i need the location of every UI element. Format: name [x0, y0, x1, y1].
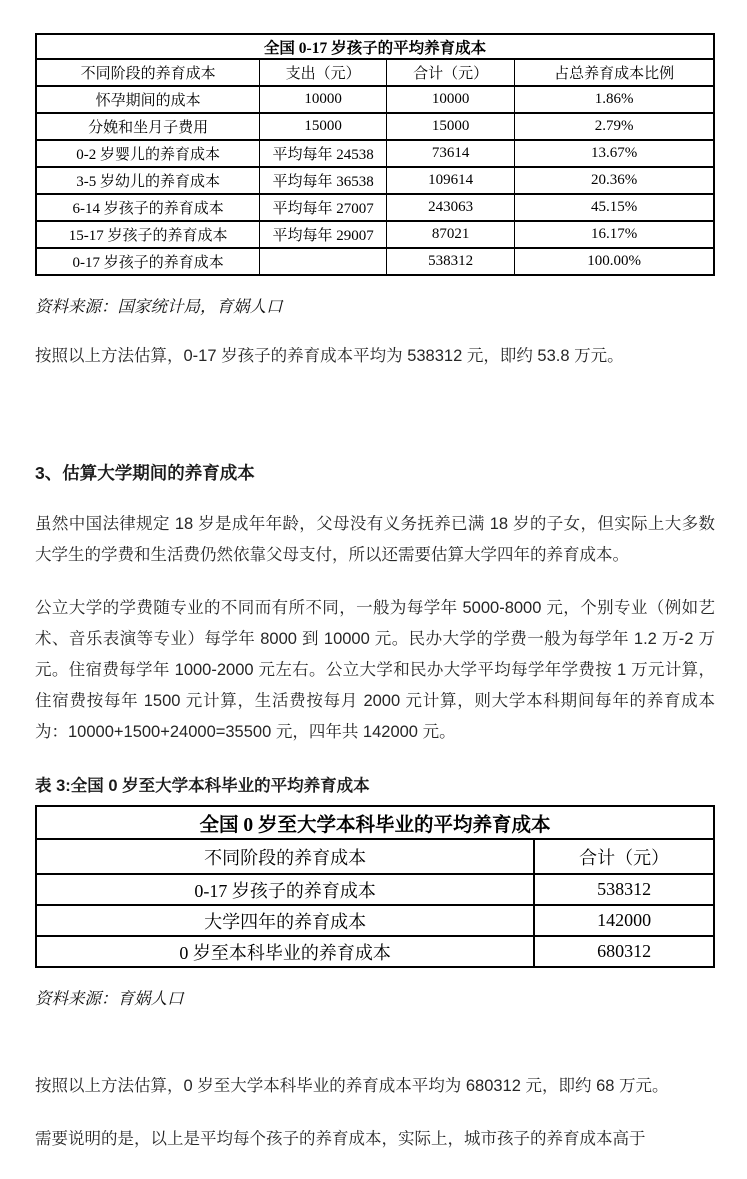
column-header: 占总养育成本比例	[515, 59, 714, 86]
cell-stage: 大学四年的养育成本	[36, 905, 534, 936]
cell-total: 142000	[534, 905, 714, 936]
table-title-row	[36, 34, 714, 59]
column-header: 不同阶段的养育成本	[36, 839, 534, 874]
cell-spend: 平均每年 24538	[260, 140, 387, 167]
cell-spend: 平均每年 36538	[260, 167, 387, 194]
paragraph-estimate-college: 按照以上方法估算，0 岁至大学本科毕业的养育成本平均为 680312 元，即约 68 万元。	[35, 1077, 669, 1095]
cell-total: 538312	[387, 248, 515, 275]
column-header: 合计（元）	[387, 59, 515, 86]
cell-total: 10000	[387, 86, 515, 113]
cell-total: 538312	[534, 874, 714, 905]
table-row	[36, 874, 714, 905]
cost-table-college	[35, 805, 715, 968]
table-row	[36, 194, 714, 221]
table-title-row	[36, 806, 714, 839]
table-row	[36, 167, 714, 194]
column-header: 支出（元）	[260, 59, 387, 86]
cell-total: 73614	[387, 140, 515, 167]
paragraph-note-city: 需要说明的是，以上是平均每个孩子的养育成本，实际上，城市孩子的养育成本高于	[35, 1130, 646, 1148]
cell-spend: 平均每年 29007	[260, 221, 387, 248]
table-row	[36, 140, 714, 167]
table-header-row	[36, 839, 714, 874]
cell-stage: 分娩和坐月子费用	[36, 113, 260, 140]
table-row	[36, 936, 714, 967]
cell-spend	[260, 248, 387, 275]
cell-share: 45.15%	[515, 194, 714, 221]
cell-stage: 怀孕期间的成本	[36, 86, 260, 113]
cell-stage: 15-17 岁孩子的养育成本	[36, 221, 260, 248]
cell-total: 15000	[387, 113, 515, 140]
table-header-row	[36, 59, 714, 86]
cell-share: 2.79%	[515, 113, 714, 140]
cell-share: 16.17%	[515, 221, 714, 248]
table2-source: 资料来源：育娲人口	[35, 989, 184, 1008]
table1-title: 全国 0-17 岁孩子的平均养育成本	[36, 34, 714, 59]
cell-share: 20.36%	[515, 167, 714, 194]
cell-total: 109614	[387, 167, 515, 194]
table2-title: 全国 0 岁至大学本科毕业的平均养育成本	[36, 806, 714, 839]
cell-share: 13.67%	[515, 140, 714, 167]
table-row	[36, 248, 714, 275]
table1-source: 资料来源：国家统计局，育娲人口	[35, 297, 283, 316]
cost-table-0-17	[35, 33, 715, 276]
cell-spend: 平均每年 27007	[260, 194, 387, 221]
cell-share: 1.86%	[515, 86, 714, 113]
section-heading: 3、估算大学期间的养育成本	[35, 463, 255, 483]
cell-stage: 6-14 岁孩子的养育成本	[36, 194, 260, 221]
paragraph-college-costs: 公立大学的学费随专业的不同而有所不同，一般为每学年 5000-8000 元，个别专业（例如艺术、音乐表演等专业）每学年 8000 到 10000 元。民办大学的学费一般为每学年 1.2 万-2 万元。住宿费每学年 1000-2000 元左右。公立大学和民办大学平均每学年学费按 1 万元计算，住宿费按每年 1500 元计算，生活费按每月 2000 元计算，则大学本科期间每年的养育成本为：10000+1500+24000=35500 元，四年共 142000 元。	[35, 599, 715, 741]
cell-share: 100.00%	[515, 248, 714, 275]
paragraph-estimate-0-17: 按照以上方法估算，0-17 岁孩子的养育成本平均为 538312 元，即约 53.8 万元。	[35, 347, 624, 365]
cell-stage: 0 岁至本科毕业的养育成本	[36, 936, 534, 967]
cell-total: 243063	[387, 194, 515, 221]
table-row	[36, 86, 714, 113]
cell-spend: 10000	[260, 86, 387, 113]
table-row	[36, 221, 714, 248]
cell-stage: 0-2 岁婴儿的养育成本	[36, 140, 260, 167]
table-row	[36, 905, 714, 936]
cell-spend: 15000	[260, 113, 387, 140]
column-header: 不同阶段的养育成本	[36, 59, 260, 86]
cell-stage: 0-17 岁孩子的养育成本	[36, 874, 534, 905]
cell-total: 87021	[387, 221, 515, 248]
column-header: 合计（元）	[534, 839, 714, 874]
cell-total: 680312	[534, 936, 714, 967]
cell-stage: 0-17 岁孩子的养育成本	[36, 248, 260, 275]
table3-caption: 表 3:全国 0 岁至大学本科毕业的平均养育成本	[35, 777, 370, 795]
paragraph-law-18: 虽然中国法律规定 18 岁是成年年龄，父母没有义务抚养已满 18 岁的子女，但实际上大多数大学生的学费和生活费仍然依靠父母支付，所以还需要估算大学四年的养育成本。	[35, 515, 715, 564]
cell-stage: 3-5 岁幼儿的养育成本	[36, 167, 260, 194]
table-row	[36, 113, 714, 140]
